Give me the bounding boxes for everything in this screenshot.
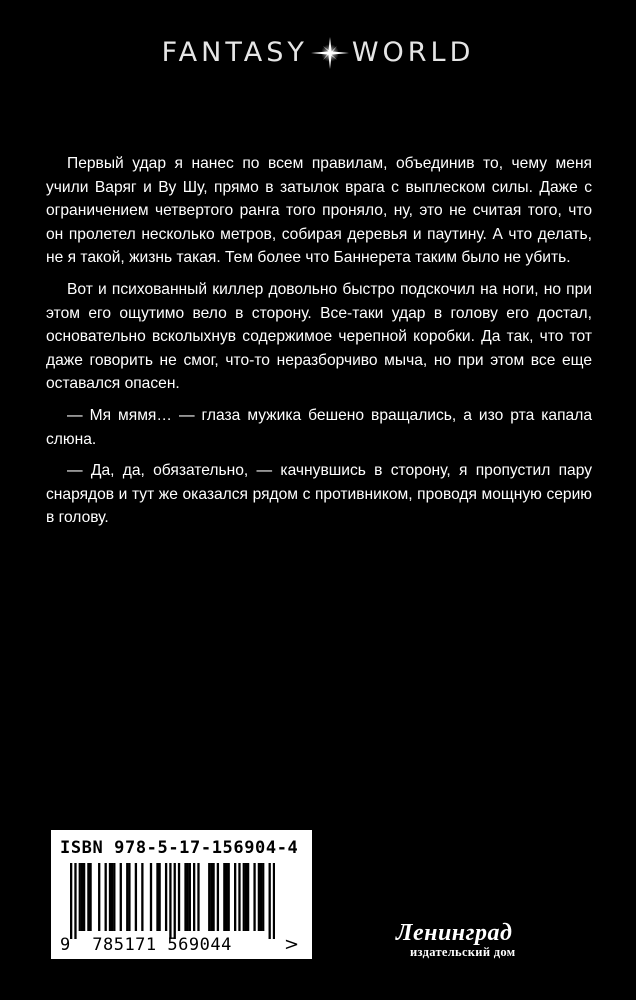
isbn-barcode-box [51, 830, 312, 959]
barcode-bar [247, 863, 249, 931]
barcode-bar [258, 863, 260, 931]
series-logo-right-word: WORLD [351, 37, 475, 68]
barcode-bar [223, 863, 225, 931]
barcode-bar [74, 863, 76, 939]
barcode-bar [208, 863, 210, 931]
barcode-bar [238, 863, 240, 931]
quiet-zone-mark: > [284, 934, 300, 955]
barcode-bar [178, 863, 180, 931]
back-cover-blurb [46, 152, 592, 538]
isbn-label: ISBN 978-5-17-156904-4 [60, 838, 299, 858]
barcode-bar [269, 863, 271, 939]
barcode-bar [98, 863, 100, 931]
barcode-bar [105, 863, 107, 931]
barcode-bar [165, 863, 167, 931]
barcode-digits-left: 785171 [92, 935, 157, 955]
barcode-bar [234, 863, 236, 931]
barcode-bar [193, 863, 195, 931]
barcode-digit-first: 9 [60, 935, 71, 955]
barcode-bar [89, 863, 91, 931]
barcode-bar [150, 863, 152, 931]
blurb-paragraph: Вот и психованный киллер довольно быстро подскочил на ноги, но при этом его ощутимо вело в сторону. Все-таки удар в голову его достал, основательно всколыхнув содержимое черепной коробки. Да так, что тот даже говорить не смог, что-то неразборчиво мыча, но при этом все еще оставался опасен. [46, 280, 592, 393]
barcode-bar [212, 863, 214, 931]
barcode-digits [60, 935, 232, 955]
barcode-bar [81, 863, 83, 931]
barcode-bar [245, 863, 247, 931]
barcode-bar [189, 863, 191, 931]
barcode-bar [156, 863, 158, 931]
barcode-bar [253, 863, 255, 931]
barcode-bar [70, 863, 72, 939]
publisher-logo [396, 919, 546, 969]
publisher-subtitle: издательский дом [410, 945, 516, 959]
publisher-name: Ленинград [396, 920, 513, 946]
barcode-bar [169, 863, 171, 939]
sparkle-star-icon [310, 36, 350, 70]
blurb-paragraph: Первый удар я нанес по всем правилам, объединив то, чему меня учили Варяг и Ву Шу, прямо в затылок врага с выплеском силы. Даже с ограничением четвертого ранга того проняло, ну, это не считая того, что он пролетел несколько метров, собирая деревья и паутину. А что делать, не я такой, жизнь такая. Тем более что Баннерета таким было не убить. [46, 155, 592, 267]
barcode-bar [141, 863, 143, 931]
blurb-paragraph: — Мя мямя… — глаза мужика бешено вращались, а изо рта капала слюна. [46, 406, 592, 448]
barcode-bar [128, 863, 130, 931]
barcode-bar [109, 863, 111, 931]
barcode-bar [111, 863, 113, 931]
barcode-bar [174, 863, 176, 939]
barcode-bar [184, 863, 186, 931]
barcode-bar [187, 863, 189, 931]
barcode-bar [260, 863, 262, 931]
barcode-digits-right: 569044 [167, 935, 232, 955]
barcode-bar [217, 863, 219, 931]
barcode-bar [262, 863, 264, 931]
barcode-bar [225, 863, 227, 931]
barcode-bar [113, 863, 115, 931]
barcode-bar [120, 863, 122, 931]
barcode-bar [228, 863, 230, 931]
barcode-bar [158, 863, 160, 931]
barcode-bar [273, 863, 275, 939]
barcode-bars [70, 863, 275, 939]
barcode-bar [243, 863, 245, 931]
barcode-bar [83, 863, 85, 931]
barcode-bar [87, 863, 89, 931]
series-logo [0, 36, 636, 70]
barcode-bar [79, 863, 81, 931]
barcode-bar [126, 863, 128, 931]
series-logo-left-word: FANTASY [161, 37, 308, 68]
barcode-bar [135, 863, 137, 931]
barcode-bar [210, 863, 212, 931]
blurb-paragraph: — Да, да, обязательно, — качнувшись в сторону, я пропустил пару снарядов и тут же оказался рядом с противником, проводя мощную серию в голову. [46, 462, 592, 527]
barcode-bar [197, 863, 199, 931]
